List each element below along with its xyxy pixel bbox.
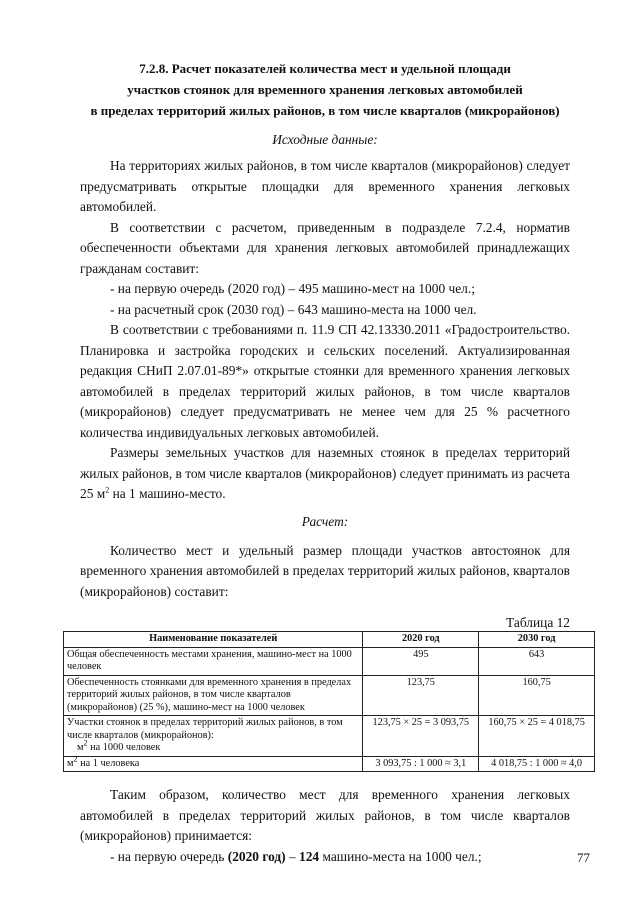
paragraph-4-text: Размеры земельных участков для наземных стоянок в пределах территорий жилых районов, в том числе кварталов (микрорайонов) следует принимать из расчета 25 м [80, 445, 570, 501]
table-header-cell: 2030 год [479, 632, 595, 648]
table-row [64, 756, 595, 772]
final-item-prefix: - на первую очередь [110, 848, 228, 864]
table-cell-value: 123,75 × 25 = 3 093,75 [363, 716, 479, 757]
table-cell-label: Обеспеченность стоянками для временного хранения в пределах территорий жилых районов, в том числе кварталов (микрорайонов) (25 %), машино-мест на 1000 человек [64, 675, 363, 716]
superscript: 2 [83, 738, 88, 748]
table-caption: Таблица 12 [506, 615, 570, 630]
unit-text-end: на 1 человека [77, 757, 140, 769]
paragraph-4-text-end: на 1 машино-место. [109, 486, 226, 501]
paragraph-2: В соответствии с расчетом, приведенным в подразделе 7.2.4, норматив обеспеченности объектами для хранения легковых автомобилей принадлежащих гражданам составит: [80, 219, 570, 276]
table-cell-label [64, 716, 363, 757]
table-cell-label: Общая обеспеченность местами хранения, машино-мест на 1000 человек [64, 647, 363, 675]
table-cell-value: 160,75 × 25 = 4 018,75 [479, 716, 595, 757]
table-row [64, 716, 595, 757]
paragraph-6: Таким образом, количество мест для временного хранения легковых автомобилей в пределах территорий жилых районов, в том числе кварталов (микрорайонов) принимается: [80, 787, 570, 843]
calc-label: Расчет: [301, 513, 349, 529]
paragraph-1: На территориях жилых районов, в том числе кварталов (микрорайонов) следует предусматривать открытые площадки для временного хранения легковых автомобилей. [80, 158, 570, 214]
list-item: - на расчетный срок (2030 год) – 643 машино-места на 1000 чел. [110, 301, 477, 317]
table-header-cell: 2020 год [363, 632, 479, 648]
heading-line-2: участков стоянок для временного хранения легковых автомобилей [127, 82, 523, 97]
table-header-row [64, 632, 595, 648]
paragraph-4 [80, 443, 570, 505]
section-heading [80, 58, 570, 121]
table-cell-unit [67, 738, 359, 755]
data-table [63, 631, 595, 772]
table-cell-value: 123,75 [363, 675, 479, 716]
unit-text-end: на 1000 человек [87, 742, 161, 753]
unit-text: м [67, 757, 74, 769]
page-number: 77 [577, 850, 590, 865]
superscript: 2 [105, 485, 110, 495]
initial-data-label: Исходные данные: [272, 132, 378, 147]
paragraph-3: В соответствии с требованиями п. 11.9 СП 42.13330.2011 «Градостроительство. Планировка и застройка городских и сельских поселений. Актуализированная редакция СНиП 2.07.01-89*» открытые стоянки для временного хранения легковых автомобилей в пределах территорий жилых районов, в том числе кварталов (микрорайонов) следует предусматривать не менее чем для 25 % расчетного количества индивидуальных легковых автомобилей. [80, 322, 570, 440]
table-header-cell: Наименование показателей [64, 632, 363, 648]
final-list-item [80, 847, 570, 868]
table-cell-label [64, 756, 363, 772]
table-cell-value: 160,75 [479, 675, 595, 716]
table-cell-value: 495 [363, 647, 479, 675]
superscript: 2 [73, 754, 78, 764]
table-row [64, 647, 595, 675]
heading-line-3: в пределах территорий жилых районов, в том числе кварталов (микрорайонов) [90, 103, 560, 118]
table-cell-value: 3 093,75 : 1 000 ≈ 3,1 [363, 756, 479, 772]
list-item: - на первую очередь (2020 год) – 495 машино-мест на 1000 чел.; [110, 281, 475, 296]
unit-text: м [77, 742, 84, 753]
table-cell-label-text: Участки стоянок в пределах территорий жилых районов, в том числе кварталов (микрорайонов): [67, 717, 343, 741]
heading-line-1: 7.2.8. Расчет показателей количества мест и удельной площади [139, 61, 511, 76]
table-cell-value: 4 018,75 : 1 000 ≈ 4,0 [479, 756, 595, 772]
final-item-dash: – [285, 848, 300, 864]
final-item-year: (2020 год) [227, 848, 286, 864]
table-row [64, 675, 595, 716]
paragraph-5: Количество мест и удельный размер площади участков автостоянок для временного хранения автомобилей в пределах территорий жилых районов, кварталов (микрорайонов) составит: [80, 542, 570, 599]
table-cell-value: 643 [479, 647, 595, 675]
final-item-value: 124 [299, 848, 320, 864]
final-item-suffix: машино-места на 1000 чел.; [319, 848, 482, 864]
